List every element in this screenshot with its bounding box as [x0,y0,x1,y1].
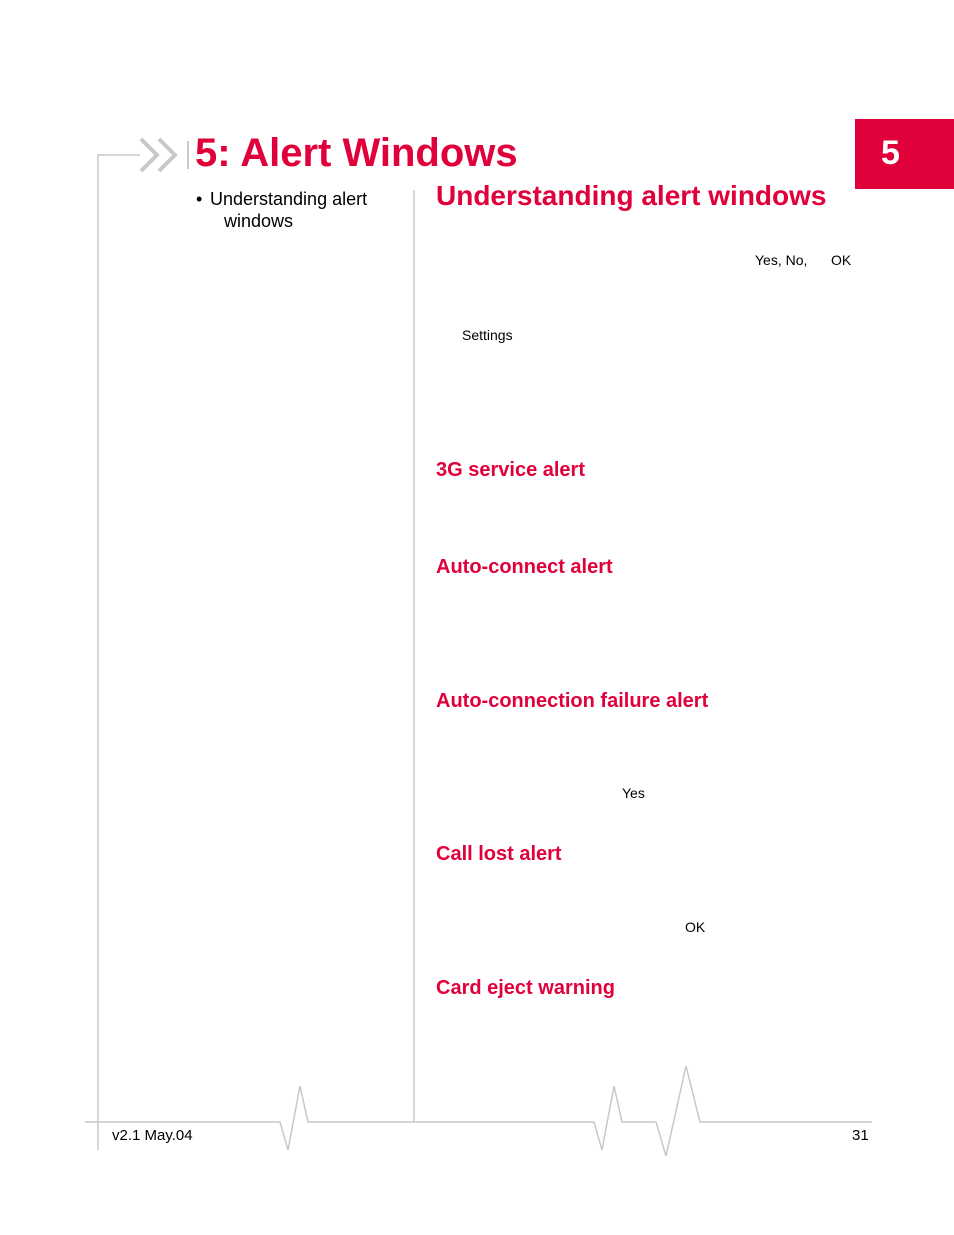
subsection-heading-auto-connect: Auto-connect alert [436,556,613,578]
toc-item[interactable] [196,188,367,232]
footer-heartbeat-line [85,1066,872,1156]
ui-term-yes-no: Yes, No, [755,252,808,268]
footer-page-number: 31 [852,1127,869,1144]
footer-version: v2.1 May.04 [112,1127,193,1144]
toc-item-label-cont: windows [224,211,294,231]
ui-term-yes: Yes [622,785,645,801]
ui-term-settings: Settings [462,327,513,343]
subsection-heading-call-lost: Call lost alert [436,843,562,865]
toc-bullet: • [196,189,203,209]
chapter-title: 5: Alert Windows [195,131,518,175]
chapter-number: 5 [881,134,900,172]
toc-item-label: Understanding alert [210,189,368,209]
subsection-heading-card-eject: Card eject warning [436,977,615,999]
subsection-heading-3g-service: 3G service alert [436,459,585,481]
section-title: Understanding alert windows [436,180,827,211]
chevron-logo-icon [141,139,175,171]
chapter-number-tab [855,119,954,189]
subsection-heading-auto-connection-failure: Auto-connection failure alert [436,690,709,712]
left-margin-rule [98,155,140,1150]
ui-term-ok: OK [685,919,706,935]
ui-term-ok: OK [831,252,852,268]
